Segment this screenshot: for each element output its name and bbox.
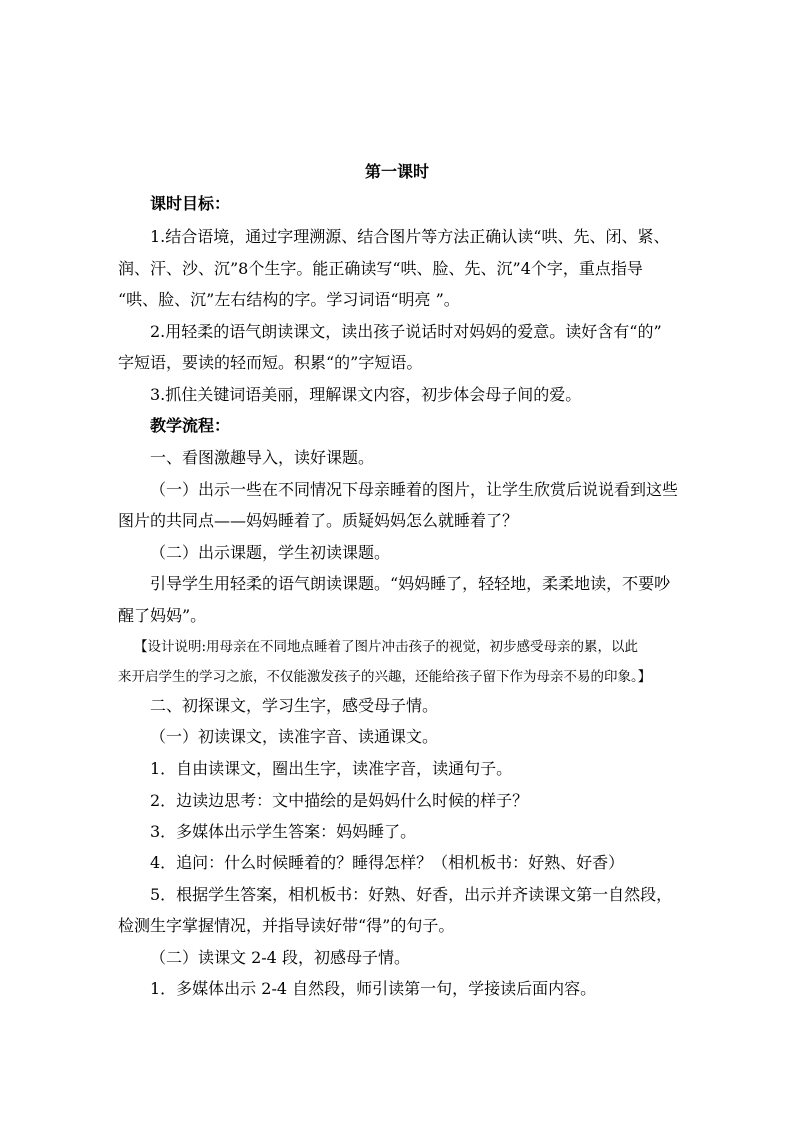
step-2: 2．边读边思考：文中描绘的是妈妈什么时候的样子？ [150, 791, 529, 810]
step-2-1: 1．多媒体出示 2-4 自然段，师引读第一句，学接读后面内容。 [150, 979, 597, 998]
goal-1-line-3: “哄、脸、沉”左右结构的字。学习词语“明亮 ”。 [118, 290, 460, 309]
guide-line-2: 醒了妈妈”。 [118, 606, 207, 625]
goal-3: 3.抓住关键词语美丽，理解课文内容，初步体会母子间的爱。 [150, 385, 582, 404]
section-1-2: （二）出示课题，学生初读课题。 [150, 543, 391, 562]
section-1-1-line-1: （一）出示一些在不同情况下母亲睡着的图片，让学生欣赏后说说看到这些 [150, 480, 679, 499]
step-3: 3．多媒体出示学生答案：妈妈睡了。 [150, 822, 417, 841]
lesson-title: 第一课时 [364, 162, 429, 181]
guide-line-1: 引导学生用轻柔的语气朗读课题。“妈妈睡了，轻轻地，柔柔地读，不要吵 [150, 574, 671, 593]
process-heading: 教学流程： [150, 416, 231, 435]
step-5-line-1: 5．根据学生答案，相机板书：好熟、好香，出示并齐读课文第一自然段， [150, 885, 673, 904]
step-4: 4．追问：什么时候睡着的？睡得怎样？（相机板书：好熟、好香） [150, 853, 625, 872]
section-1-heading: 一、看图激趣导入，读好课题。 [150, 448, 375, 467]
section-2-heading: 二、初探课文，学习生字，感受母子情。 [150, 696, 439, 715]
section-2-2: （二）读课文 2-4 段，初感母子情。 [150, 948, 410, 967]
goals-heading: 课时目标： [150, 194, 231, 213]
section-2-1: （一）初读课文，读准字音、读通课文。 [150, 727, 439, 746]
step-1: 1．自由读课文，圈出生字，读准字音，读通句子。 [150, 759, 513, 778]
goal-1-line-2: 润、汗、沙、沉”8个生字。能正确读写“哄、脸、先、沉”4个字，重点指导 [118, 259, 643, 278]
design-note-line-1: 【设计说明:用母亲在不同地点睡着了图片冲击孩子的视觉，初步感受母亲的累，以此 [134, 639, 639, 655]
design-note-line-2: 来开启学生的学习之旅，不仅能激发孩子的兴趣，还能给孩子留下作为母亲不易的印象。】 [118, 669, 652, 685]
goal-2-line-2: 字短语，要读的轻而短。积累“的”字短语。 [118, 353, 423, 372]
step-5-line-2: 检测生字掌握情况，并指导读好带“得”的句子。 [118, 916, 455, 935]
goal-2-line-1: 2.用轻柔的语气朗读课文，读出孩子说话时对妈妈的爱意。读好含有“的” [150, 322, 662, 341]
section-1-1-line-2: 图片的共同点——妈妈睡着了。质疑妈妈怎么就睡着了？ [118, 511, 519, 530]
goal-1-line-1: 1.结合语境，通过字理溯源、结合图片等方法正确认读“哄、先、闭、紧、 [150, 227, 670, 246]
